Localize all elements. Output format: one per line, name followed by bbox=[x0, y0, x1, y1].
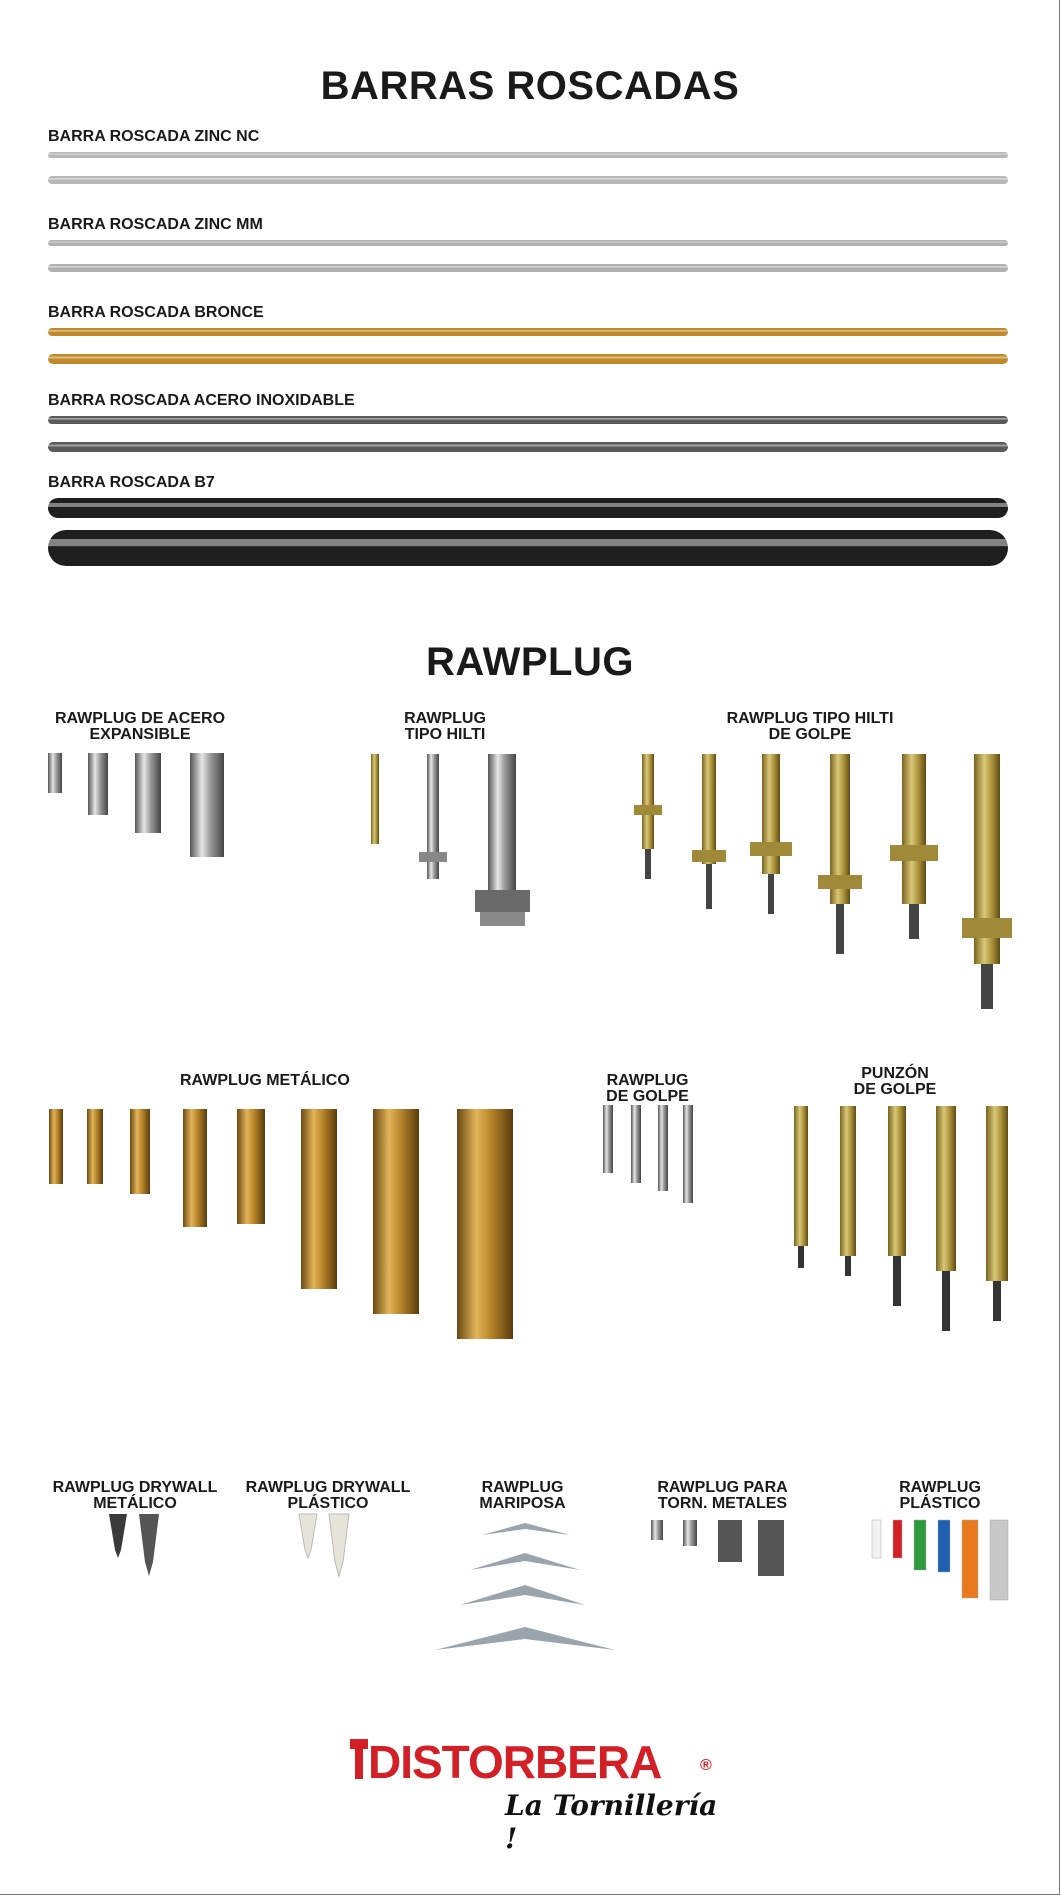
rod-label: BARRA ROSCADA ACERO INOXIDABLE bbox=[48, 392, 355, 409]
mariposa-image bbox=[430, 1515, 620, 1655]
label-torn-metales: RAWPLUG PARA TORN. METALES bbox=[657, 1479, 788, 1512]
punzon-image bbox=[790, 1104, 1020, 1334]
label-metalico: RAWPLUG METÁLICO bbox=[180, 1072, 350, 1089]
rods-title: BARRAS ROSCADAS bbox=[320, 64, 740, 108]
rod-highlight bbox=[48, 418, 1008, 420]
bolt-icon bbox=[350, 1739, 368, 1779]
label-tipo-hilti: RAWPLUG TIPO HILTI bbox=[404, 710, 486, 743]
metalico-image bbox=[45, 1105, 525, 1340]
hilti-golpe-6 bbox=[962, 754, 1012, 1009]
rod-highlight bbox=[48, 357, 1008, 359]
distorbera-logo bbox=[350, 1735, 730, 1855]
rod-label: BARRA ROSCADA ZINC MM bbox=[48, 216, 263, 233]
logo-slogan: La Tornillería ! bbox=[505, 1789, 718, 1855]
de-golpe-image bbox=[595, 1103, 705, 1213]
rod-bar bbox=[48, 328, 1008, 336]
plastic-plug bbox=[990, 1520, 1008, 1600]
logo-registered: ® bbox=[700, 1757, 712, 1774]
rod-bar bbox=[48, 530, 1008, 566]
hilti-golpe-1 bbox=[634, 754, 662, 879]
label-drywall-plastico: RAWPLUG DRYWALL PLÁSTICO bbox=[245, 1479, 411, 1512]
rod-image bbox=[48, 148, 1008, 218]
hilti-golpe-5 bbox=[890, 754, 938, 939]
label-acero-expansible: RAWPLUG DE ACERO EXPANSIBLE bbox=[54, 710, 226, 743]
rod-image bbox=[48, 236, 1008, 306]
plastico-image bbox=[870, 1518, 1015, 1603]
hilti-golpe-4 bbox=[818, 754, 862, 954]
hilti-golpe-3 bbox=[750, 754, 792, 914]
logo-brand: DISTORBERA bbox=[368, 1736, 662, 1788]
rod-highlight bbox=[48, 503, 1008, 507]
rod-image bbox=[48, 494, 1008, 564]
rod-label: BARRA ROSCADA BRONCE bbox=[48, 304, 264, 321]
rod-highlight bbox=[48, 242, 1008, 243]
label-de-golpe: RAWPLUG DE GOLPE bbox=[606, 1072, 689, 1105]
rod-image bbox=[48, 324, 1008, 394]
rod-bar bbox=[48, 176, 1008, 184]
rod-bar bbox=[48, 240, 1008, 246]
rod-highlight bbox=[48, 154, 1008, 155]
rod-label: BARRA ROSCADA B7 bbox=[48, 474, 215, 491]
rod-highlight bbox=[48, 330, 1008, 332]
plastic-plug bbox=[938, 1520, 950, 1572]
rod-highlight bbox=[48, 266, 1008, 268]
torn-metales-image bbox=[648, 1516, 793, 1581]
drywall-plastico-image bbox=[295, 1510, 355, 1580]
plastic-plug bbox=[914, 1520, 926, 1570]
tipo-hilti-image bbox=[365, 752, 525, 932]
label-punzon: PUNZÓN DE GOLPE bbox=[853, 1065, 937, 1098]
rod-highlight bbox=[48, 539, 1008, 546]
label-tipo-hilti-golpe: RAWPLUG TIPO HILTI DE GOLPE bbox=[726, 710, 894, 743]
hilti-golpe-2 bbox=[692, 754, 726, 909]
label-plastico: RAWPLUG PLÁSTICO bbox=[899, 1479, 981, 1512]
acero-expansible-image bbox=[40, 748, 240, 858]
rod-bar bbox=[48, 152, 1008, 158]
label-drywall-metalico: RAWPLUG DRYWALL METÁLICO bbox=[52, 1479, 218, 1512]
rawplug-title: RAWPLUG bbox=[426, 640, 634, 684]
rod-label: BARRA ROSCADA ZINC NC bbox=[48, 128, 260, 145]
plastic-plug bbox=[893, 1520, 902, 1558]
rod-bar bbox=[48, 416, 1008, 424]
rod-image bbox=[48, 412, 1008, 482]
drywall-metalico-image bbox=[105, 1510, 165, 1580]
rod-bar bbox=[48, 498, 1008, 518]
label-mariposa: RAWPLUG MARIPOSA bbox=[479, 1479, 566, 1512]
rod-bar bbox=[48, 354, 1008, 364]
rod-highlight bbox=[48, 178, 1008, 180]
rod-bar bbox=[48, 264, 1008, 272]
rod-highlight bbox=[48, 445, 1008, 447]
plastic-plug bbox=[872, 1520, 881, 1558]
rod-bar bbox=[48, 442, 1008, 452]
tipo-hilti-golpe-image bbox=[630, 750, 1010, 1030]
plastic-plug bbox=[962, 1520, 978, 1598]
